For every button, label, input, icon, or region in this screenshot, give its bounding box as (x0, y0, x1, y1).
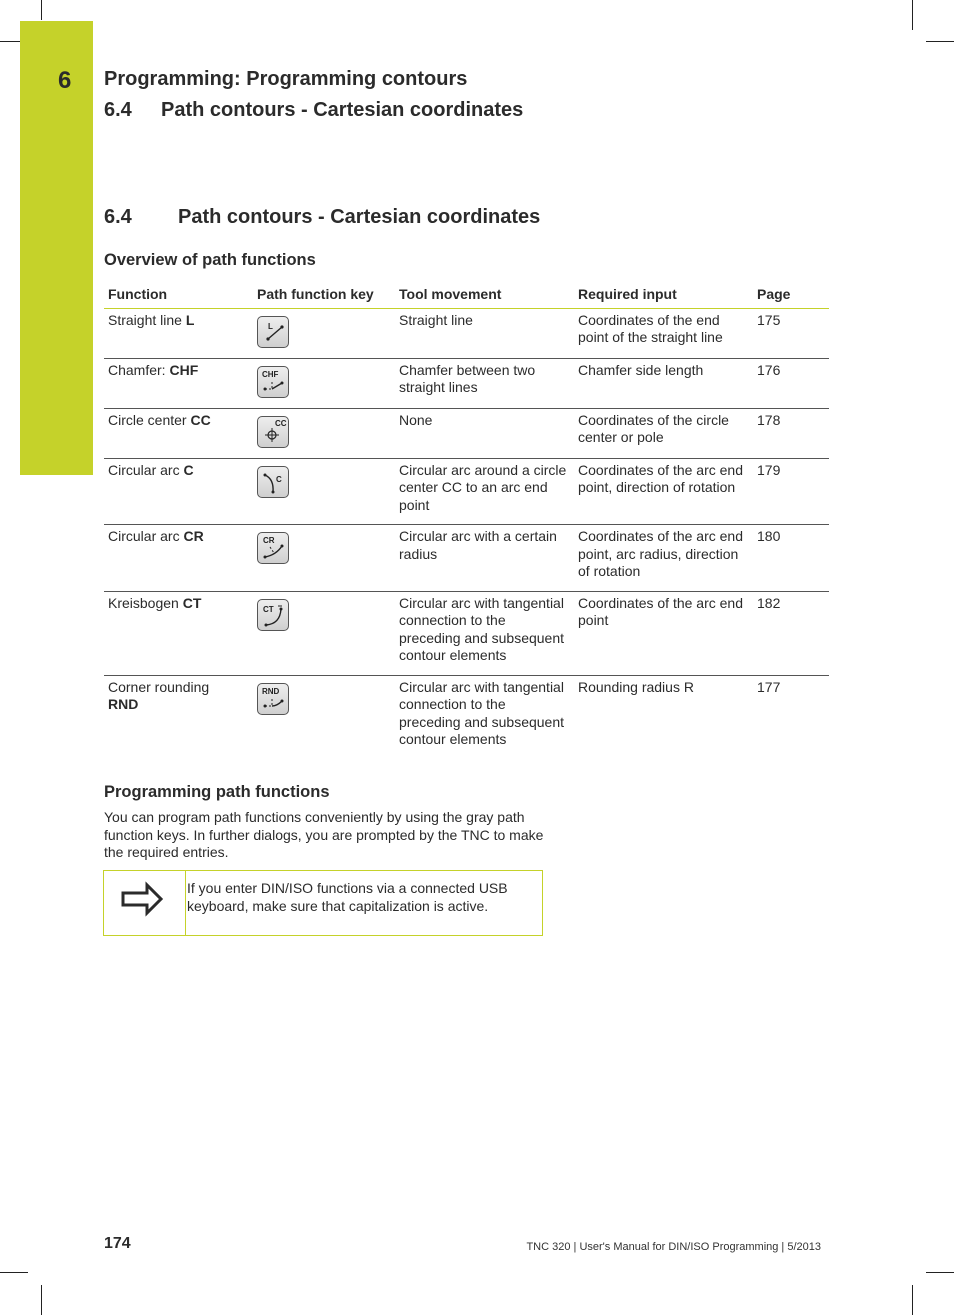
section-title: Path contours - Cartesian coordinates (178, 206, 541, 228)
path-key-c[interactable] (257, 466, 289, 498)
table-row (104, 675, 829, 759)
key-cell (253, 525, 395, 592)
path-key-rnd[interactable] (257, 683, 289, 715)
table-row (104, 308, 829, 358)
crop-mark (912, 1285, 913, 1315)
key-cell (253, 458, 395, 525)
movement-cell: None (395, 408, 574, 458)
crop-mark (926, 1272, 954, 1273)
input-cell: Coordinates of the arc end point, direction of rotation (574, 458, 753, 525)
movement-cell: Circular arc with a certain radius (395, 525, 574, 592)
chapter-tab (20, 21, 93, 475)
column-header: Path function key (253, 281, 395, 308)
section-number: 6.4 (104, 206, 132, 228)
function-cell: Chamfer: CHF (104, 358, 253, 408)
tangential-arc-icon (258, 600, 288, 630)
programming-heading: Programming path functions (104, 783, 330, 801)
key-label: C (276, 474, 282, 484)
circular-arc-icon (258, 467, 288, 497)
chapter-number: 6 (58, 67, 72, 94)
crop-mark (41, 1285, 42, 1315)
key-cell (253, 591, 395, 675)
table-row (104, 458, 829, 525)
function-code: CHF (169, 361, 199, 378)
key-label: CHF (262, 369, 279, 379)
crop-mark (41, 0, 42, 20)
function-cell: Circular arc CR (104, 525, 253, 592)
column-header: Function (104, 281, 253, 308)
page-cell: 177 (757, 678, 781, 695)
column-header: Page (753, 281, 829, 308)
function-code: L (185, 311, 195, 328)
function-cell: Circular arc C (104, 458, 253, 525)
path-key-chf[interactable] (257, 366, 289, 398)
page-cell: 182 (753, 591, 829, 675)
key-label: CR (263, 536, 275, 545)
key-cell (253, 358, 395, 408)
input-cell: Chamfer side length (574, 358, 753, 408)
path-key-ct[interactable] (257, 599, 289, 631)
running-section-label: Path contours - Cartesian coordinates (161, 99, 524, 121)
movement-cell: Straight line (395, 308, 574, 358)
corner-rounding-icon (258, 684, 288, 714)
key-cell (253, 408, 395, 458)
input-cell: Coordinates of the end point of the straight line (574, 308, 753, 358)
table-row (104, 408, 829, 458)
table-row (104, 591, 829, 675)
function-code: CC (190, 411, 211, 428)
movement-cell: Circular arc with tangential connection to the preceding and subsequent contour elements (395, 591, 574, 675)
note-text: If you enter DIN/ISO functions via a connected USB keyboard, make sure that capitalization is active. (187, 880, 508, 914)
input-cell: Rounding radius R (578, 678, 694, 695)
key-label: RND (262, 686, 280, 696)
input-cell: Coordinates of the arc end point, arc radius, direction of rotation (574, 525, 753, 592)
function-cell: Straight line L (104, 308, 253, 358)
table-header-row (104, 281, 829, 308)
page-cell: 180 (753, 525, 829, 592)
running-chapter-title: Programming: Programming contours (104, 68, 468, 90)
crop-mark (0, 1272, 28, 1273)
circular-arc-radius-icon (258, 533, 288, 563)
path-functions-table (104, 281, 829, 759)
running-section-number: 6.4 (104, 99, 132, 121)
section-heading (104, 206, 540, 229)
function-cell: Kreisbogen CT (104, 591, 253, 675)
line-path-icon (258, 317, 288, 347)
table-row (104, 525, 829, 592)
page-cell: 179 (753, 458, 829, 525)
note-box (103, 870, 543, 936)
input-cell: Coordinates of the circle center or pole (574, 408, 753, 458)
column-header: Required input (574, 281, 753, 308)
running-section-title (104, 99, 523, 122)
path-key-l[interactable] (257, 316, 289, 348)
crop-mark (912, 0, 913, 30)
key-label: L (268, 321, 273, 331)
note-arrow-cell (104, 871, 186, 935)
crop-mark (0, 41, 20, 42)
crop-mark (926, 41, 954, 42)
function-code: RND (108, 696, 139, 712)
function-code: C (183, 461, 194, 478)
page-cell: 178 (753, 408, 829, 458)
page-cell: 176 (753, 358, 829, 408)
path-key-cr[interactable] (257, 532, 289, 564)
function-cell: Circle center CC (104, 408, 253, 458)
overview-heading: Overview of path functions (104, 251, 316, 269)
table-row (104, 358, 829, 408)
column-header: Tool movement (395, 281, 574, 308)
key-cell (253, 308, 395, 358)
programming-paragraph: You can program path functions conveniently by using the gray path function keys. In further dialogs, you are prompted by the TNC to make the required entries. (104, 809, 544, 860)
input-cell: Coordinates of the arc end point (574, 591, 753, 675)
footer-text: TNC 320 | User's Manual for DIN/ISO Programming | 5/2013 (526, 1241, 821, 1253)
key-label: CC (275, 418, 287, 428)
function-code: CR (183, 528, 204, 544)
path-key-cc[interactable] (257, 416, 289, 448)
movement-cell: Chamfer between two straight lines (395, 358, 574, 408)
movement-cell: Circular arc around a circle center CC to an arc end point (395, 458, 574, 525)
movement-cell: Circular arc with tangential connection to the preceding and subsequent contour elements (399, 678, 565, 747)
key-label: CT (263, 604, 274, 614)
key-cell (253, 675, 395, 759)
page-number: 174 (104, 1235, 131, 1252)
arrow-right-icon (104, 871, 185, 935)
page-cell: 175 (753, 308, 829, 358)
function-cell: Corner rounding RND (108, 678, 210, 712)
function-code: CT (182, 594, 202, 611)
chamfer-path-icon (258, 367, 288, 397)
circle-center-icon (258, 417, 288, 447)
